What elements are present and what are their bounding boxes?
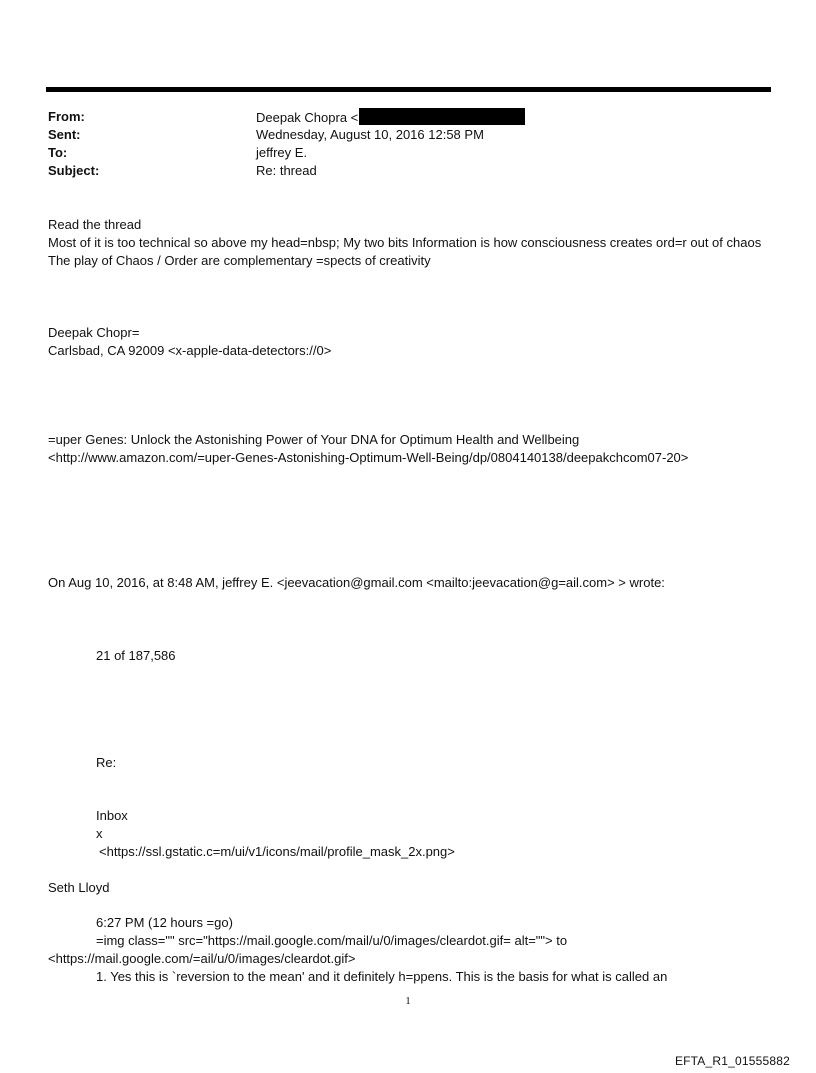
header-divider xyxy=(46,87,771,92)
redaction-bar xyxy=(359,108,525,125)
body-paragraph-2: Most of it is too technical so above my head=nbsp; My two bits Information is how consciousness creates ord=r out of chaos The play of Chaos / Order are complementary =spects of creativity xyxy=(48,235,762,268)
signature-address: Carlsbad, CA 92009 <x-apple-data-detectors://0> xyxy=(48,343,332,358)
sent-label: Sent: xyxy=(48,127,81,142)
book-link[interactable]: <http://www.amazon.com/=uper-Genes-Astonishing-Optimum-Well-Being/dp/0804140138/deepakchcom07-20> xyxy=(48,450,689,465)
subject-value: Re: thread xyxy=(256,163,317,178)
img-line: =img class="" src="https://mail.google.com/mail/u/0/images/cleardot.gif= alt=""> to xyxy=(96,933,568,948)
signature-name: Deepak Chopr= xyxy=(48,325,140,340)
profile-link[interactable]: <https://ssl.gstatic.c=m/ui/v1/icons/mail/profile_mask_2x.png> xyxy=(99,844,455,859)
inbox-label: Inbox xyxy=(96,808,128,823)
message-time: 6:27 PM (12 hours =go) xyxy=(96,915,233,930)
footer-id: EFTA_R1_01555882 xyxy=(674,1054,790,1068)
from-label: From: xyxy=(48,109,85,124)
img-link[interactable]: <https://mail.google.com/=ail/u/0/images/cleardot.gif> xyxy=(48,951,356,966)
inbox-x: x xyxy=(96,826,103,841)
to-label: To: xyxy=(48,145,68,160)
from-value xyxy=(256,108,525,127)
message-count: 21 of 187,586 xyxy=(96,648,176,663)
quote-intro: On Aug 10, 2016, at 8:48 AM, jeffrey E. <jeevacation@gmail.com <mailto:jeevacation@g=ail.com> > wrote: xyxy=(48,575,665,590)
re-label: Re: xyxy=(96,755,117,770)
page-number: 1 xyxy=(405,995,411,1007)
sent-value: Wednesday, August 10, 2016 12:58 PM xyxy=(256,127,484,142)
to-value: jeffrey E. xyxy=(256,145,308,160)
sender-name: Seth Lloyd xyxy=(48,880,110,895)
subject-label: Subject: xyxy=(48,163,100,178)
from-name: Deepak Chopra < xyxy=(256,110,359,125)
body-paragraph-1: Read the thread xyxy=(48,217,142,232)
point-1: 1. Yes this is `reversion to the mean' and it definitely h=ppens. This is the basis for what is called an xyxy=(96,969,668,984)
book-title: =uper Genes: Unlock the Astonishing Power of Your DNA for Optimum Health and Wellbeing xyxy=(48,432,580,447)
